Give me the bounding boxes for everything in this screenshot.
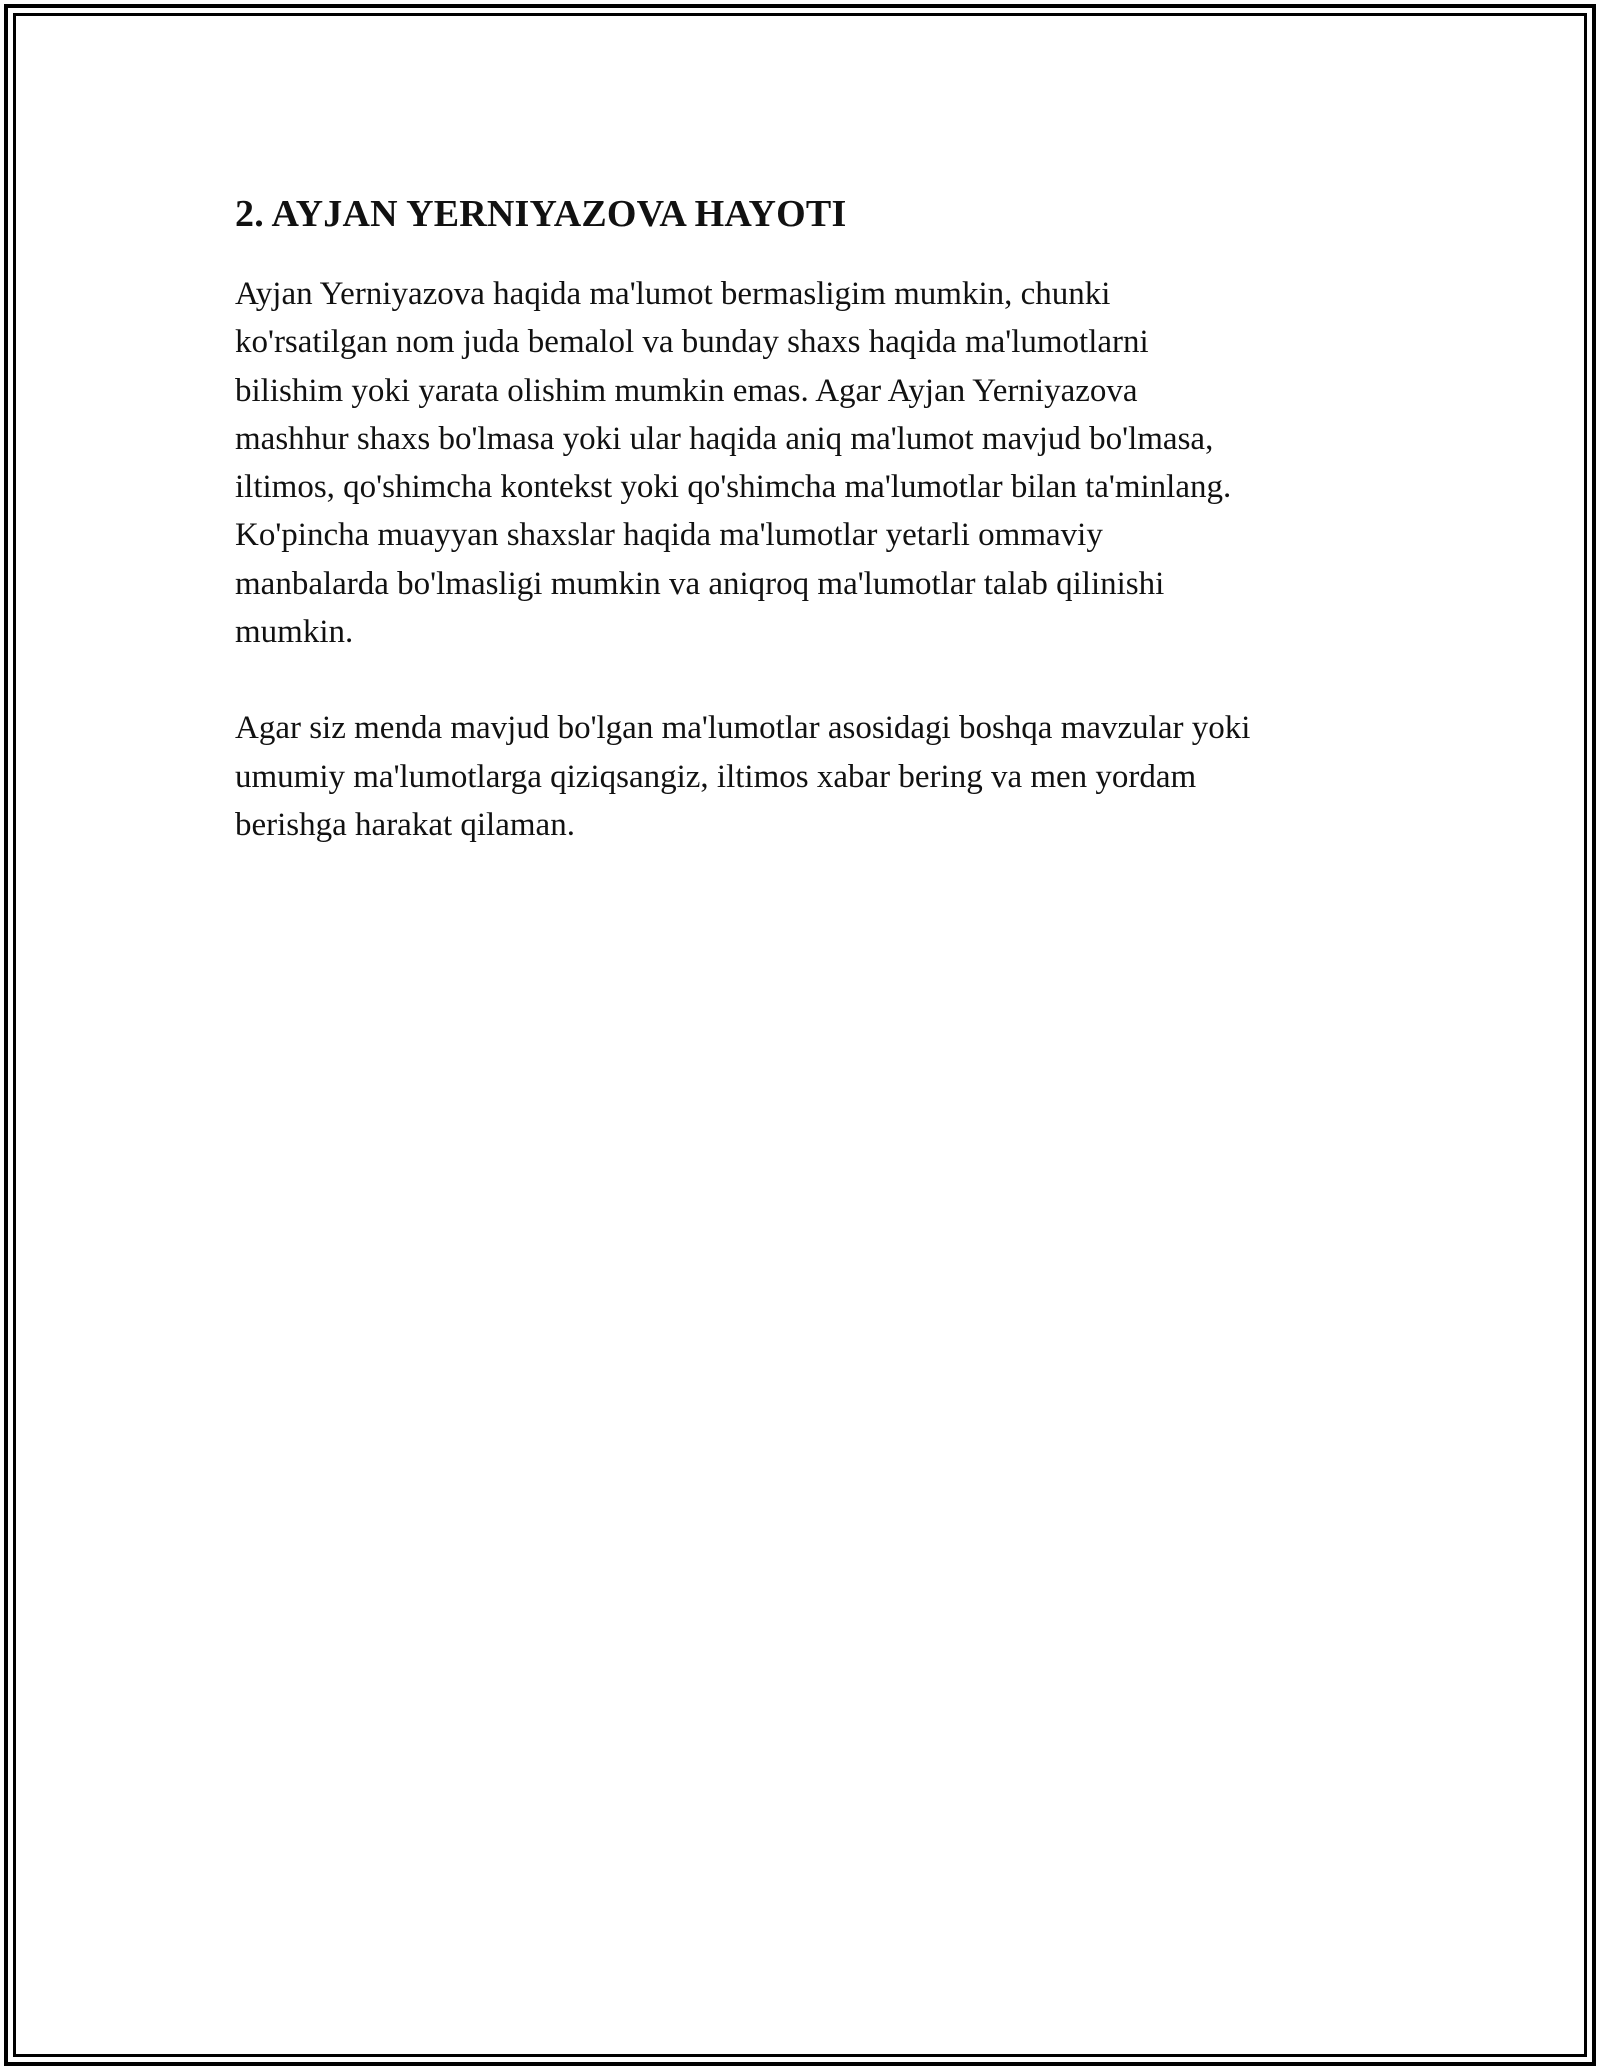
paragraph-line: Ko'pincha muayyan shaxslar haqida ma'lumotlar yetarli ommaviy xyxy=(235,517,1103,554)
paragraph-line: berishga harakat qilaman. xyxy=(235,806,575,843)
paragraph-line: umumiy ma'lumotlarga qiziqsangiz, iltimos xabar bering va men yordam xyxy=(235,758,1197,795)
paragraph-line: mumkin. xyxy=(235,614,354,651)
paragraph-line: Ayjan Yerniyazova haqida ma'lumot bermasligim mumkin, chunki xyxy=(235,276,1111,312)
paragraph-spacer xyxy=(235,656,1385,704)
paragraph-line: ko'rsatilgan nom juda bemalol va bunday shaxs haqida ma'lumotlarni xyxy=(235,324,1149,361)
paragraph-line: Agar siz menda mavjud bo'lgan ma'lumotlar asosidagi boshqa mavzular yoki xyxy=(235,710,1251,747)
paragraph-line: iltimos, qo'shimcha kontekst yoki qo'shimcha ma'lumotlar bilan ta'minlang. xyxy=(235,469,1232,506)
paragraph-1 xyxy=(235,270,1385,656)
section-heading: 2. AYJAN YERNIYAZOVA HAYOTI xyxy=(235,193,847,235)
paragraph-line: bilishim yoki yarata olishim mumkin emas. Agar Ayjan Yerniyazova xyxy=(235,372,1138,409)
document-body xyxy=(235,186,1385,849)
paragraph-line: manbalarda bo'lmasligi mumkin va aniqroq ma'lumotlar talab qilinishi xyxy=(235,565,1165,602)
paragraph-line: mashhur shaxs bo'lmasa yoki ular haqida aniq ma'lumot mavjud bo'lmasa, xyxy=(235,420,1214,457)
paragraph-2 xyxy=(235,704,1385,849)
